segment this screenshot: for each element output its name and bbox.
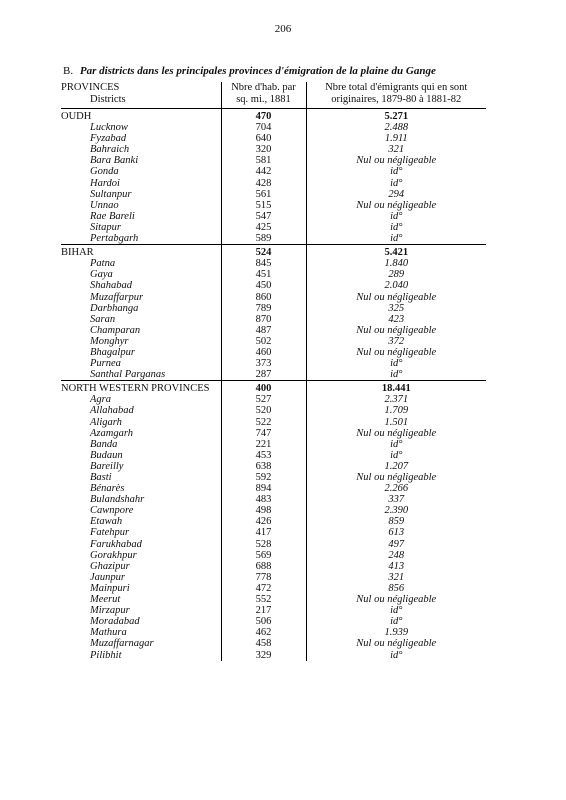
- district-row: [61, 627, 486, 638]
- district-row: [61, 280, 486, 291]
- district-row: [61, 450, 486, 461]
- district-emigrants: id°: [306, 369, 486, 381]
- header-row: [61, 82, 486, 109]
- district-density: 450: [221, 280, 306, 291]
- district-name: Gorakhpur: [90, 549, 137, 561]
- district-name: Bara Banki: [90, 155, 139, 167]
- province-name: OUDH: [61, 109, 221, 123]
- district-density: 845: [221, 258, 306, 269]
- district-emigrants: 413: [306, 561, 486, 572]
- table-body: [61, 109, 486, 661]
- district-emigrants: 372: [306, 336, 486, 347]
- district-name: Unnao: [90, 199, 119, 211]
- district-density: 778: [221, 572, 306, 583]
- district-row: [61, 505, 486, 516]
- district-name: Monghyr: [90, 335, 129, 347]
- district-name: Sitapur: [90, 221, 121, 233]
- header-emigrants-line1: Nbre total d'émigrants qui en sont: [325, 82, 468, 93]
- district-emigrants: 337: [306, 494, 486, 505]
- caption-title: Par districts dans les principales provinces d'émigration de la plaine du Gange: [79, 65, 436, 77]
- district-name: Bahraich: [90, 144, 130, 156]
- district-row: [61, 336, 486, 347]
- district-density: 462: [221, 627, 306, 638]
- province-name: NORTH WESTERN PROVINCES: [61, 381, 221, 395]
- district-density: 589: [221, 233, 306, 245]
- district-emigrants: 248: [306, 550, 486, 561]
- district-name: Mirzapur: [90, 605, 130, 617]
- district-row: [61, 428, 486, 439]
- district-density: 442: [221, 166, 306, 177]
- district-density: 592: [221, 472, 306, 483]
- header-districts-line2: Districts: [90, 94, 126, 105]
- district-density: 460: [221, 347, 306, 358]
- district-density: 552: [221, 594, 306, 605]
- district-emigrants: id°: [306, 358, 486, 369]
- province-emigrants: 5.271: [306, 109, 486, 123]
- district-row: [61, 258, 486, 269]
- header-provinces-line1: PROVINCES: [61, 82, 120, 93]
- district-row: [61, 638, 486, 649]
- district-name: Farukhabad: [90, 538, 142, 550]
- district-density: 520: [221, 405, 306, 416]
- district-name: Meerut: [90, 594, 121, 606]
- district-emigrants: 1.840: [306, 258, 486, 269]
- district-name: Hardoi: [90, 177, 120, 189]
- province-row: [61, 109, 486, 123]
- district-emigrants: Nul ou négligeable: [306, 200, 486, 211]
- district-density: 704: [221, 122, 306, 133]
- district-emigrants: id°: [306, 222, 486, 233]
- district-emigrants: id°: [306, 211, 486, 222]
- caption-letter: B.: [63, 65, 74, 77]
- district-row: [61, 144, 486, 155]
- district-emigrants: 613: [306, 527, 486, 538]
- header-emigrants: [306, 82, 486, 109]
- district-emigrants: Nul ou négligeable: [306, 292, 486, 303]
- district-name: Basti: [90, 472, 112, 483]
- district-emigrants: Nul ou négligeable: [306, 325, 486, 336]
- header-emigrants-line2: originaires, 1879-80 à 1881-82: [331, 94, 462, 105]
- district-row: [61, 133, 486, 144]
- district-row: [61, 347, 486, 358]
- district-row: [61, 122, 486, 133]
- district-density: 870: [221, 314, 306, 325]
- district-emigrants: 294: [306, 189, 486, 200]
- district-row: [61, 178, 486, 189]
- header-provinces: [61, 82, 221, 109]
- district-name: Pilibhit: [90, 649, 122, 661]
- district-name: Mainpuri: [90, 582, 130, 594]
- district-name: Sultanpur: [90, 188, 132, 200]
- district-emigrants: id°: [306, 616, 486, 627]
- district-row: [61, 494, 486, 505]
- district-emigrants: 859: [306, 516, 486, 527]
- district-row: [61, 155, 486, 166]
- district-density: 502: [221, 336, 306, 347]
- district-name: Saran: [90, 313, 116, 325]
- district-row: [61, 405, 486, 416]
- district-name: Bénarès: [90, 483, 125, 495]
- district-row: [61, 527, 486, 538]
- district-density: 451: [221, 269, 306, 280]
- district-row: [61, 394, 486, 405]
- district-emigrants: 325: [306, 303, 486, 314]
- district-emigrants: 1.911: [306, 133, 486, 144]
- district-row: [61, 211, 486, 222]
- district-emigrants: 321: [306, 572, 486, 583]
- district-name: Muzaffarnagar: [90, 638, 154, 650]
- district-density: 217: [221, 605, 306, 616]
- district-name: Fyzabad: [90, 133, 127, 145]
- district-density: 522: [221, 417, 306, 428]
- district-row: [61, 303, 486, 314]
- district-row: [61, 314, 486, 325]
- district-row: [61, 539, 486, 550]
- district-emigrants: id°: [306, 439, 486, 450]
- district-name: Fatehpur: [90, 527, 130, 539]
- district-name: Allahabad: [90, 405, 134, 417]
- table-caption: [63, 65, 436, 77]
- district-name: Champaran: [90, 324, 141, 336]
- district-density: 506: [221, 616, 306, 627]
- district-emigrants: 2.040: [306, 280, 486, 291]
- district-density: 860: [221, 292, 306, 303]
- district-row: [61, 439, 486, 450]
- district-emigrants: Nul ou négligeable: [306, 347, 486, 358]
- district-row: [61, 583, 486, 594]
- district-name: Bareilly: [90, 460, 124, 472]
- district-density: 320: [221, 144, 306, 155]
- district-density: 638: [221, 461, 306, 472]
- district-density: 329: [221, 650, 306, 661]
- district-row: [61, 472, 486, 483]
- district-density: 561: [221, 189, 306, 200]
- district-name: Purnea: [90, 358, 121, 370]
- district-density: 458: [221, 638, 306, 649]
- district-density: 894: [221, 483, 306, 494]
- district-emigrants: 497: [306, 539, 486, 550]
- district-name: Pertabgarh: [90, 233, 139, 245]
- district-row: [61, 189, 486, 200]
- district-density: 527: [221, 394, 306, 405]
- district-emigrants: 2.390: [306, 505, 486, 516]
- province-row: [61, 245, 486, 259]
- district-row: [61, 369, 486, 381]
- district-name: Etawah: [90, 516, 123, 528]
- district-row: [61, 605, 486, 616]
- district-name: Moradabad: [90, 616, 140, 628]
- district-row: [61, 233, 486, 245]
- district-name: Muzaffarpur: [90, 291, 144, 303]
- district-density: 428: [221, 178, 306, 189]
- district-density: 425: [221, 222, 306, 233]
- district-emigrants: Nul ou négligeable: [306, 594, 486, 605]
- emigration-table: [61, 82, 486, 661]
- district-emigrants: 423: [306, 314, 486, 325]
- district-density: 483: [221, 494, 306, 505]
- district-emigrants: 1.207: [306, 461, 486, 472]
- district-density: 221: [221, 439, 306, 450]
- province-emigrants: 5.421: [306, 245, 486, 259]
- district-name: Bhagalpur: [90, 346, 135, 358]
- header-density-line1: Nbre d'hab. par: [231, 82, 296, 93]
- district-name: Jaunpur: [90, 571, 125, 583]
- district-density: 747: [221, 428, 306, 439]
- district-row: [61, 572, 486, 583]
- district-emigrants: 1.501: [306, 417, 486, 428]
- district-emigrants: 321: [306, 144, 486, 155]
- district-row: [61, 550, 486, 561]
- header-density: [221, 82, 306, 109]
- district-row: [61, 483, 486, 494]
- district-row: [61, 461, 486, 472]
- district-emigrants: Nul ou négligeable: [306, 155, 486, 166]
- province-emigrants: 18.441: [306, 381, 486, 395]
- province-row: [61, 381, 486, 395]
- district-name: Patna: [90, 258, 116, 270]
- district-name: Agra: [90, 394, 111, 406]
- district-row: [61, 222, 486, 233]
- district-row: [61, 516, 486, 527]
- district-emigrants: 2.371: [306, 394, 486, 405]
- district-emigrants: id°: [306, 166, 486, 177]
- district-density: 417: [221, 527, 306, 538]
- district-name: Ghazipur: [90, 560, 130, 572]
- district-density: 426: [221, 516, 306, 527]
- district-name: Mathura: [90, 627, 127, 639]
- district-row: [61, 561, 486, 572]
- district-density: 498: [221, 505, 306, 516]
- district-emigrants: 1.709: [306, 405, 486, 416]
- district-row: [61, 358, 486, 369]
- province-name: BIHAR: [61, 245, 221, 259]
- district-emigrants: 2.488: [306, 122, 486, 133]
- district-density: 373: [221, 358, 306, 369]
- district-name: Darbhanga: [90, 302, 139, 314]
- district-emigrants: 1.939: [306, 627, 486, 638]
- province-density: 400: [221, 381, 306, 395]
- district-row: [61, 269, 486, 280]
- header-density-line2: sq. mi., 1881: [236, 94, 291, 105]
- district-emigrants: id°: [306, 605, 486, 616]
- district-name: Banda: [90, 438, 118, 450]
- district-density: 688: [221, 561, 306, 572]
- district-density: 515: [221, 200, 306, 211]
- district-row: [61, 594, 486, 605]
- district-row: [61, 650, 486, 661]
- district-name: Azamgarh: [90, 427, 133, 439]
- district-row: [61, 417, 486, 428]
- district-emigrants: id°: [306, 233, 486, 245]
- district-density: 581: [221, 155, 306, 166]
- district-row: [61, 200, 486, 211]
- district-density: 453: [221, 450, 306, 461]
- district-name: Shahabad: [90, 280, 132, 292]
- district-name: Gaya: [90, 269, 113, 281]
- district-name: Cawnpore: [90, 505, 134, 517]
- district-name: Lucknow: [90, 122, 128, 134]
- district-emigrants: Nul ou négligeable: [306, 638, 486, 649]
- district-name: Aligarh: [90, 416, 122, 428]
- district-emigrants: id°: [306, 650, 486, 661]
- page-number: 206: [274, 23, 292, 35]
- district-emigrants: 289: [306, 269, 486, 280]
- district-name: Gonda: [90, 166, 119, 178]
- district-name: Budaun: [90, 449, 123, 461]
- district-emigrants: Nul ou négligeable: [306, 472, 486, 483]
- district-row: [61, 616, 486, 627]
- district-density: 472: [221, 583, 306, 594]
- district-row: [61, 325, 486, 336]
- district-density: 640: [221, 133, 306, 144]
- district-density: 287: [221, 369, 306, 381]
- district-emigrants: id°: [306, 178, 486, 189]
- district-emigrants: 856: [306, 583, 486, 594]
- district-row: [61, 292, 486, 303]
- district-name: Santhal Parganas: [90, 369, 166, 381]
- district-density: 547: [221, 211, 306, 222]
- district-name: Bulandshahr: [90, 494, 145, 506]
- district-density: 528: [221, 539, 306, 550]
- province-density: 470: [221, 109, 306, 123]
- district-density: 487: [221, 325, 306, 336]
- district-emigrants: id°: [306, 450, 486, 461]
- district-emigrants: Nul ou négligeable: [306, 428, 486, 439]
- district-row: [61, 166, 486, 177]
- district-density: 789: [221, 303, 306, 314]
- district-name: Rae Bareli: [90, 210, 135, 222]
- district-emigrants: 2.266: [306, 483, 486, 494]
- province-density: 524: [221, 245, 306, 259]
- district-density: 569: [221, 550, 306, 561]
